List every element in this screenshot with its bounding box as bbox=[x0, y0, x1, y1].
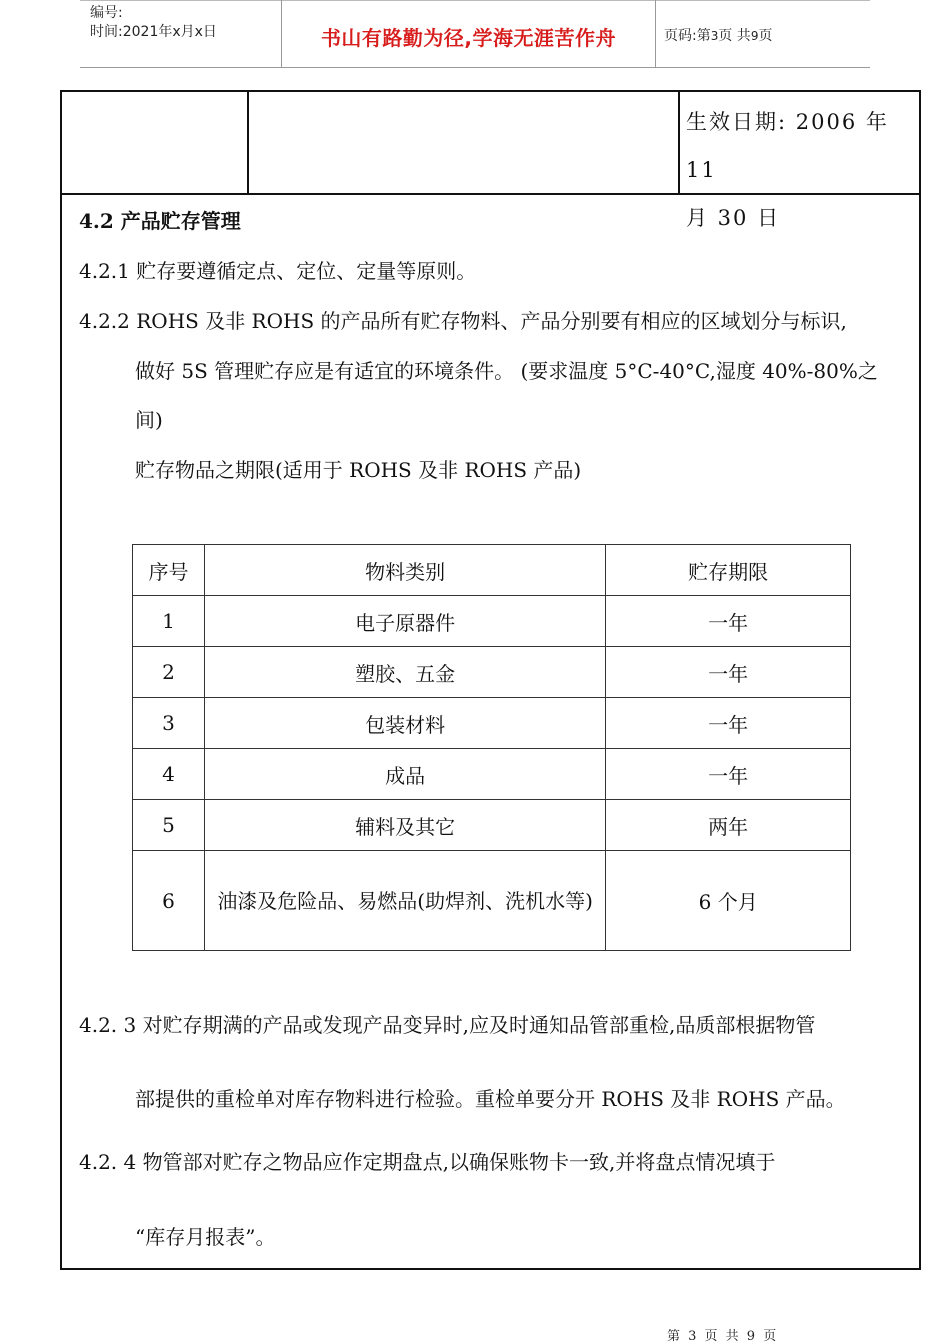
page-info-mid: 页 共 bbox=[718, 28, 751, 44]
page-info-suffix: 页 bbox=[758, 28, 773, 44]
effective-date-cell bbox=[686, 98, 918, 242]
page-info-current: 3 bbox=[710, 29, 719, 43]
effective-date-line1: 生效日期: 2006 年 11 bbox=[686, 110, 889, 182]
cell-period: 一年 bbox=[606, 596, 851, 647]
cell-period: 两年 bbox=[606, 800, 851, 851]
header-cell-period: 贮存期限 bbox=[606, 545, 851, 596]
paragraph-4-2-2-line3: 间) bbox=[135, 408, 163, 432]
header-top-rule bbox=[80, 0, 870, 1]
cell-period: 一年 bbox=[606, 647, 851, 698]
header-page-info bbox=[664, 25, 772, 45]
cell-category: 成品 bbox=[204, 749, 605, 800]
page-info-prefix: 页码:第 bbox=[664, 28, 711, 44]
page-info-total: 9 bbox=[750, 29, 759, 43]
cell-period: 6 个月 bbox=[606, 851, 851, 951]
cell-category: 油漆及危险品、易燃品(助焊剂、洗机水等) bbox=[204, 851, 605, 951]
paragraph-4-2-3-line1: 4.2. 3 对贮存期满的产品或发现产品变异时,应及时通知品管部重检,品质部根据物管 bbox=[79, 1013, 816, 1037]
table-row bbox=[133, 800, 851, 851]
serial-label: 编号: bbox=[90, 5, 123, 21]
table-row bbox=[133, 749, 851, 800]
table-caption: 贮存物品之期限(适用于 ROHS 及非 ROHS 产品) bbox=[135, 458, 582, 482]
time-label: 时间:2021年x月x日 bbox=[90, 24, 217, 40]
header-cell-seq: 序号 bbox=[133, 545, 205, 596]
cell-category: 塑胶、五金 bbox=[204, 647, 605, 698]
cell-seq: 5 bbox=[133, 800, 205, 851]
storage-period-table bbox=[132, 544, 851, 951]
cell-seq: 3 bbox=[133, 698, 205, 749]
paragraph-4-2-4-line1: 4.2. 4 物管部对贮存之物品应作定期盘点,以确保账物卡一致,并将盘点情况填于 bbox=[79, 1150, 776, 1174]
paragraph-4-2-1: 4.2.1 贮存要遵循定点、定位、定量等原则。 bbox=[79, 259, 477, 283]
cell-seq: 1 bbox=[133, 596, 205, 647]
cell-period: 一年 bbox=[606, 698, 851, 749]
title-cell-divider-2 bbox=[678, 92, 680, 195]
cell-seq: 2 bbox=[133, 647, 205, 698]
paragraph-4-2-2-line2: 做好 5S 管理贮存应是有适宜的环境条件。 (要求温度 5°C-40°C,湿度 40%-80%之 bbox=[135, 359, 878, 383]
section-title: 4.2 产品贮存管理 bbox=[79, 209, 241, 233]
table-row bbox=[133, 851, 851, 951]
footer-page-number: 第 3 页 共 9 页 bbox=[667, 1329, 779, 1344]
cell-category: 电子原器件 bbox=[204, 596, 605, 647]
cell-seq: 6 bbox=[133, 851, 205, 951]
table-header-row bbox=[133, 545, 851, 596]
title-cell-divider-1 bbox=[247, 92, 249, 195]
header-divider-2 bbox=[655, 0, 656, 68]
table-row bbox=[133, 647, 851, 698]
header-meta bbox=[90, 4, 217, 42]
table-row bbox=[133, 596, 851, 647]
paragraph-4-2-3-line2: 部提供的重检单对库存物料进行检验。重检单要分开 ROHS 及非 ROHS 产品。 bbox=[135, 1087, 846, 1111]
cell-period: 一年 bbox=[606, 749, 851, 800]
table-row bbox=[133, 698, 851, 749]
cell-category: 辅料及其它 bbox=[204, 800, 605, 851]
paragraph-4-2-2-line1: 4.2.2 ROHS 及非 ROHS 的产品所有贮存物料、产品分别要有相应的区域划分与标识, bbox=[79, 309, 847, 333]
cell-category: 包装材料 bbox=[204, 698, 605, 749]
cell-seq: 4 bbox=[133, 749, 205, 800]
header-bottom-rule bbox=[80, 67, 870, 68]
effective-date-line2: 月 30 日 bbox=[686, 206, 781, 230]
paragraph-4-2-4-line2: “库存月报表”。 bbox=[135, 1225, 276, 1249]
running-header bbox=[80, 0, 870, 68]
header-cell-category: 物料类别 bbox=[204, 545, 605, 596]
header-motto: 书山有路勤为径,学海无涯苦作舟 bbox=[320, 26, 617, 50]
